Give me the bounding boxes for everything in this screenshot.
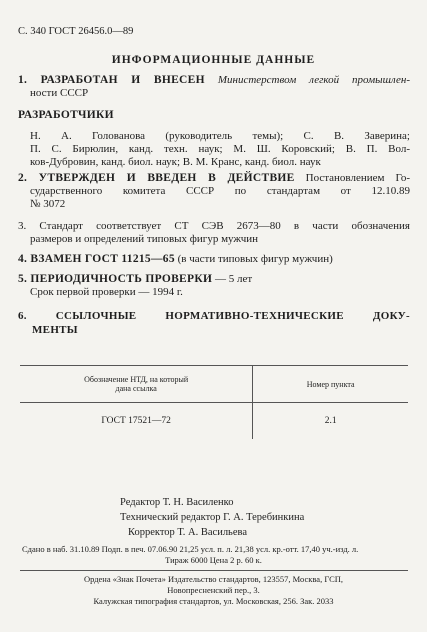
- section-6: [18, 309, 410, 337]
- section-1-text-line2: ности СССР: [30, 87, 89, 99]
- credit-editor: Редактор Т. Н. Василенко: [120, 497, 234, 508]
- imprint-line: Новопресненский пер., 3.: [167, 585, 260, 595]
- imprint-line: Сдано в наб. 31.10.89 Подп. в печ. 07.06.90 21,25 усл. п. л. 21,38 усл. кр.-отт. 17,40 уч.-изд. л.: [22, 544, 359, 554]
- section-5: [18, 273, 410, 299]
- table-header-row: [20, 366, 408, 403]
- section-1-heading: 1. РАЗРАБОТАН И ВНЕСЕН: [18, 74, 205, 86]
- section-5-text: — 5 лет: [214, 273, 253, 285]
- developers-line: П. С. Бирюлин, канд. техн. наук; М. Ш. Коровский; В. П. Вол-: [30, 143, 410, 155]
- imprint-line: Ордена «Знак Почета» Издательство стандартов, 123557, Москва, ГСП,: [83, 574, 344, 584]
- imprint-divider: [20, 570, 408, 571]
- developers-line: Н. А. Голованова (руководитель темы); С. В. Заверина;: [30, 130, 410, 142]
- page-title: ИНФОРМАЦИОННЫЕ ДАННЫЕ: [111, 54, 316, 66]
- editorial-credits: [120, 495, 304, 540]
- section-6-heading-line2: МЕНТЫ: [32, 324, 78, 336]
- section-5-heading: 5. ПЕРИОДИЧНОСТЬ ПРОВЕРКИ: [18, 273, 213, 285]
- section-2-text-line2: сударственного комитета СССР по стандартам от 12.10.89: [30, 185, 410, 197]
- section-1: [18, 74, 410, 100]
- references-table: [20, 365, 408, 439]
- section-1-text: Министерством легкой промышлен-: [217, 74, 410, 86]
- section-6-heading: 6. ССЫЛОЧНЫЕ НОРМАТИВНО-ТЕХНИЧЕСКИЕ ДОКУ-: [18, 310, 410, 322]
- section-3: [18, 220, 410, 246]
- section-2-heading: 2. УТВЕРЖДЕН И ВВЕДЕН В ДЕЙСТВИЕ: [18, 172, 295, 184]
- developers-line: ков-Дубровин, канд. биол. наук; В. М. Кранс, канд. биол. наук: [30, 156, 321, 168]
- credit-corrector: Корректор Т. А. Васильева: [128, 527, 247, 538]
- section-4-text: (в части типовых фигур мужчин): [177, 253, 333, 265]
- developers-list: [30, 130, 410, 169]
- section-2-text: Постановлением Го-: [305, 172, 411, 184]
- section-3-text: 3. Стандарт соответствует СТ СЭВ 2673—80 в части обозначения: [18, 220, 410, 232]
- table-cell-item: 2.1: [324, 416, 337, 426]
- table-cell-document: ГОСТ 17521—72: [20, 403, 253, 440]
- section-4: [18, 253, 410, 266]
- imprint-line: Тираж 6000 Цена 2 р. 60 к.: [165, 555, 262, 565]
- section-2-text-line3: № 3072: [30, 198, 66, 210]
- imprint-line: Калужская типография стандартов, ул. Московская, 256. Зак. 2033: [93, 596, 334, 606]
- developers-heading: РАЗРАБОТЧИКИ: [18, 109, 114, 121]
- section-5-text-line2: Срок первой проверки — 1994 г.: [30, 286, 183, 298]
- credit-tech-editor: Технический редактор Г. А. Теребинкина: [120, 512, 305, 523]
- section-4-heading: 4. ВЗАМЕН ГОСТ 11215—65: [18, 253, 175, 265]
- table-header-item: Номер пункта: [306, 379, 355, 389]
- section-3-text-line2: размеров и определений типовых фигур мужчин: [30, 233, 259, 245]
- section-2: [18, 172, 410, 211]
- table-row: [20, 403, 408, 440]
- page-header: С. 340 ГОСТ 26456.0—89: [18, 26, 134, 37]
- table-header-document: Обозначение НТД, на который дана ссылка: [20, 366, 253, 403]
